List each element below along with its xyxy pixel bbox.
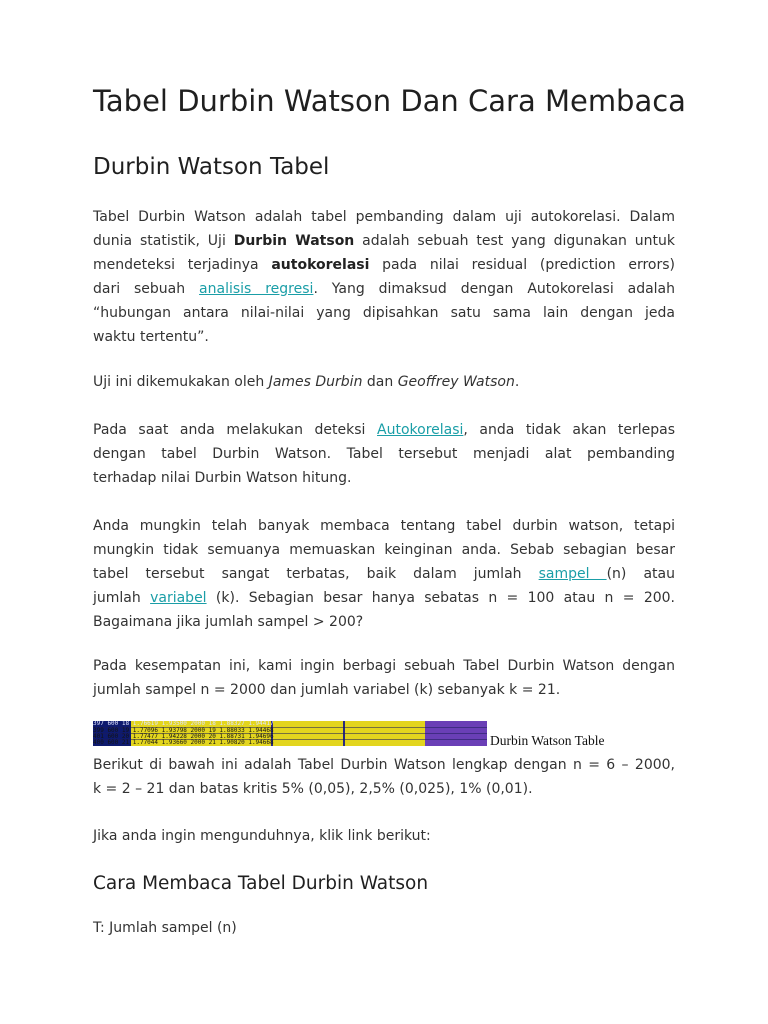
author-james-durbin: James Durbin xyxy=(268,374,363,390)
table-row: 397 600 18 1.76619 1.93500 2000 18 1.88327 1.94417 xyxy=(93,721,274,727)
text-line: mendeteksi terjadinya autokorelasi pada nilai residual (prediction errors) xyxy=(93,257,675,273)
text-line: dengan tabel Durbin Watson. Tabel tersebut menjadi alat pembanding xyxy=(93,446,675,462)
text-line: tabel tersebut sangat terbatas, baik dalam jumlah sampel (n) atau xyxy=(93,566,675,582)
text-line: Jika anda ingin mengunduhnya, klik link berikut: xyxy=(93,828,431,844)
paragraph-jumlah-sampel xyxy=(93,916,675,940)
section-heading-cara-membaca: Cara Membaca Tabel Durbin Watson xyxy=(93,873,429,894)
link-autokorelasi[interactable]: Autokorelasi xyxy=(377,422,464,438)
text-line: Tabel Durbin Watson adalah tabel pembanding dalam uji autokorelasi. Dalam xyxy=(93,209,675,225)
bold-term-autokorelasi: autokorelasi xyxy=(271,257,370,273)
image-caption: Durbin Watson Table xyxy=(490,733,605,748)
text-line: Pada saat anda melakukan deteksi Autokorelasi, anda tidak akan terlepas xyxy=(93,422,676,438)
text-line: jumlah variabel (k). Sebagian besar hanya sebatas n = 100 atau n = 200. xyxy=(93,590,675,606)
section-heading-durbin-watson-tabel: Durbin Watson Tabel xyxy=(93,154,330,180)
bold-term-durbin-watson: Durbin Watson xyxy=(233,233,355,249)
paragraph-deteksi xyxy=(93,418,675,490)
text-line: Uji ini dikemukakan oleh James Durbin dan Geoffrey Watson. xyxy=(93,374,520,390)
author-geoffrey-watson: Geoffrey Watson xyxy=(397,374,515,390)
text-line: jumlah sampel n = 2000 dan jumlah variabel (k) sebanyak k = 21. xyxy=(93,682,561,698)
table-row: 401 600 20 1.77477 1.94228 2000 20 1.88731 1.94696 xyxy=(93,732,274,740)
text-line: Anda mungkin telah banyak membaca tentang tabel durbin watson, tetapi xyxy=(93,518,675,534)
text-line: dari sebuah analisis regresi. Yang dimaksud dengan Autokorelasi adalah xyxy=(93,281,676,297)
text-line: “hubungan antara nilai-nilai yang dipisahkan satu sama lain dengan jeda xyxy=(93,305,675,321)
table-row: 399 600 19 1.77096 1.93798 2000 19 1.88033 1.94468 xyxy=(93,726,274,734)
link-sampel[interactable]: sampel xyxy=(538,566,607,582)
text-line: k = 2 – 21 dan batas kritis 5% (0,05), 2,5% (0,025), 1% (0,01). xyxy=(93,781,533,797)
durbin-watson-table-image xyxy=(93,721,487,746)
paragraph-kesempatan xyxy=(93,654,675,702)
text-line: Bagaimana jika jumlah sampel > 200? xyxy=(93,614,364,630)
text-line: terhadap nilai Durbin Watson hitung. xyxy=(93,470,352,486)
text-line: dunia statistik, Uji Durbin Watson adalah sebuah test yang digunakan untuk xyxy=(93,233,676,249)
text-line: mungkin tidak semuanya memuaskan keinginan anda. Sebab sebagian besar xyxy=(93,542,675,558)
paragraph-authors xyxy=(93,370,675,394)
paragraph-unduh xyxy=(93,824,675,848)
text-line: T: Jumlah sampel (n) xyxy=(93,920,237,936)
link-analisis-regresi[interactable]: analisis regresi xyxy=(199,281,314,297)
paragraph-keterbatasan xyxy=(93,514,675,634)
paragraph-intro xyxy=(93,205,675,349)
text-line: waktu tertentu”. xyxy=(93,329,209,345)
link-variabel[interactable]: variabel xyxy=(150,590,207,606)
paragraph-berikut xyxy=(93,753,675,801)
page-title: Tabel Durbin Watson Dan Cara Membaca xyxy=(93,84,686,118)
text-line: Berikut di bawah ini adalah Tabel Durbin Watson lengkap dengan n = 6 – 2000, xyxy=(93,757,675,773)
text-line: Pada kesempatan ini, kami ingin berbagi sebuah Tabel Durbin Watson dengan xyxy=(93,658,675,674)
table-row: 400 600 21 1.77044 1.93660 2000 21 1.90820 1.94668 xyxy=(93,738,274,746)
